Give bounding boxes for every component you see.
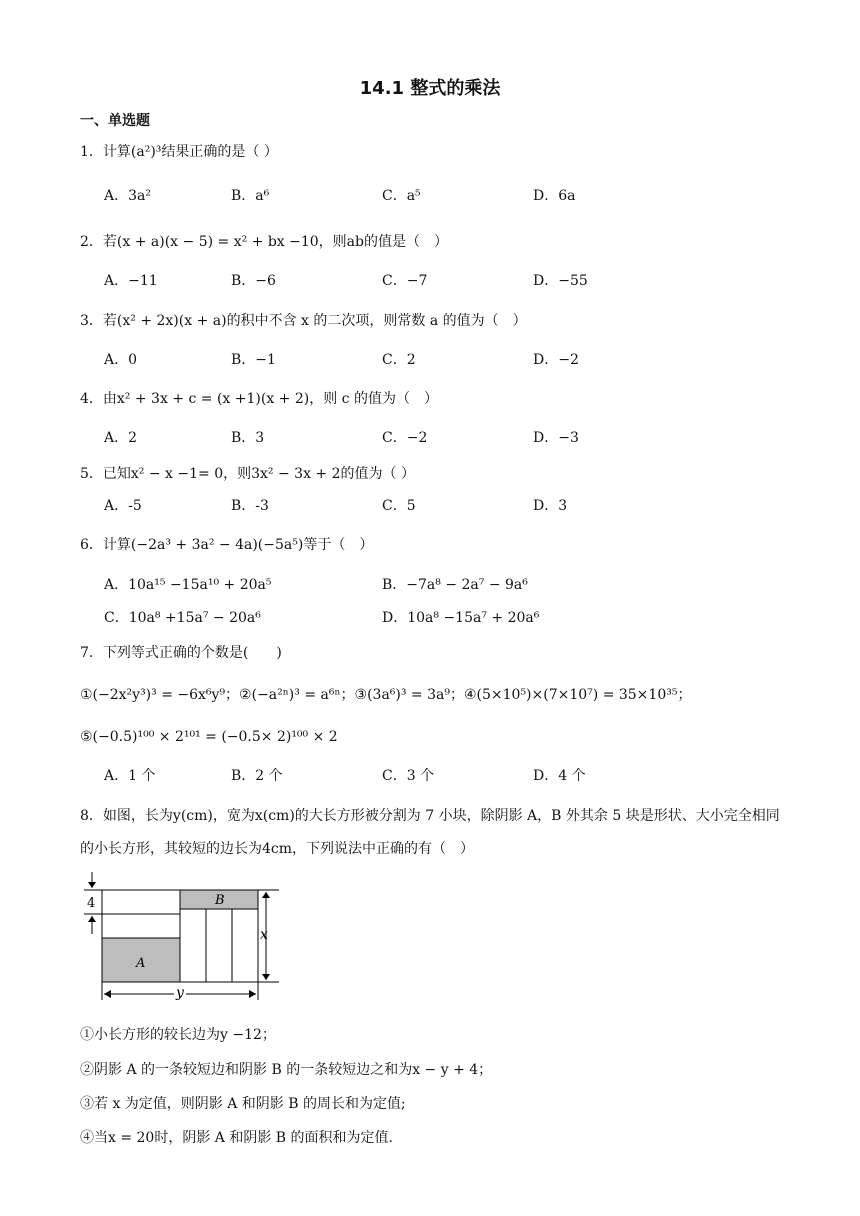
q4-option-d: D．−3	[533, 430, 579, 446]
section-heading: 一、单选题	[80, 113, 150, 129]
q3-option-a: A．0	[104, 352, 138, 368]
q1-option-a: A．3a²	[104, 188, 151, 204]
question-4-stem: 4．由x² + 3x + c = (x +1)(x + 2)，则 c 的值为（ ）	[80, 391, 438, 407]
q6-option-a: A．10a¹⁵ −15a¹⁰ + 20a⁵	[104, 577, 272, 593]
figure-label-4: 4	[87, 896, 96, 911]
question-7-stem: 7．下列等式正确的个数是( )	[80, 645, 282, 661]
q4-option-b: B．3	[231, 430, 265, 446]
q2-option-d: D．−55	[533, 273, 588, 289]
question-3-stem: 3．若(x² + 2x)(x + a)的积中不含 x 的二次项，则常数 a 的值为（ ）	[80, 313, 527, 329]
q4-option-a: A．2	[104, 430, 138, 446]
q7-option-d: D．4 个	[533, 768, 586, 784]
q3-option-d: D．−2	[533, 352, 579, 368]
q8-statement-2: ②阴影 A 的一条较短边和阴影 B 的一条较短边之和为x − y + 4；	[80, 1062, 493, 1078]
q7-option-b: B．2 个	[231, 768, 283, 784]
q5-option-d: D．3	[533, 498, 568, 514]
question-2-stem: 2．若(x + a)(x − 5) = x² + bx −10，则ab的值是（ ）	[80, 234, 448, 250]
figure-label-b: B	[215, 893, 225, 908]
q2-option-a: A．−11	[104, 273, 158, 289]
q1-option-d: D．6a	[533, 188, 576, 204]
rectangle-partition-figure	[84, 866, 294, 1008]
question-7-equations-line2: ⑤(−0.5)¹⁰⁰ × 2¹⁰¹ = (−0.5× 2)¹⁰⁰ × 2	[80, 729, 338, 745]
question-7-equations-line1: ①(−2x²y³)³ = −6x⁶y⁹；②(−a²ⁿ)³ = a⁶ⁿ；③(3a⁶)³ = 3a⁹；④(5×10⁵)×(7×10⁷) = 35×10³⁵；	[80, 687, 692, 703]
question-5-stem: 5．已知x² − x −1= 0，则3x² − 3x + 2的值为（ ）	[80, 466, 415, 482]
q5-option-c: C．5	[382, 498, 416, 514]
question-6-stem: 6．计算(−2a³ + 3a² − 4a)(−5a⁵)等于（ ）	[80, 537, 374, 553]
question-1-stem: 1．计算(a²)³结果正确的是（ ）	[80, 144, 278, 160]
q6-option-c: C．10a⁸ +15a⁷ − 20a⁶	[104, 610, 261, 626]
figure-label-x: x	[260, 927, 268, 943]
q7-option-c: C．3 个	[382, 768, 435, 784]
q6-option-d: D．10a⁸ −15a⁷ + 20a⁶	[382, 610, 540, 626]
q8-statement-3: ③若 x 为定值，则阴影 A 和阴影 B 的周长和为定值;	[80, 1096, 406, 1112]
q7-option-a: A．1 个	[104, 768, 156, 784]
q1-option-c: C．a⁵	[382, 188, 421, 204]
question-8-stem: 8．如图，长为y(cm)，宽为x(cm)的大长方形被分割为 7 小块，除阴影 A，B 外其余 5 块是形状、大小完全相同的小长方形，其较短的边长为4cm，下列说法中正确的有（ ）	[80, 808, 780, 857]
figure-label-a: A	[136, 956, 146, 971]
q8-statement-1: ①小长方形的较长边为y −12；	[80, 1027, 276, 1043]
q5-option-a: A．-5	[104, 498, 142, 514]
q4-option-c: C．−2	[382, 430, 428, 446]
figure-label-y: y	[176, 985, 184, 1001]
page-title: 14.1 整式的乘法	[359, 78, 501, 99]
q3-option-c: C．2	[382, 352, 416, 368]
q6-option-b: B．−7a⁸ − 2a⁷ − 9a⁶	[382, 577, 528, 593]
q3-option-b: B．−1	[231, 352, 276, 368]
q2-option-c: C．−7	[382, 273, 428, 289]
q5-option-b: B．-3	[231, 498, 269, 514]
q1-option-b: B．a⁶	[231, 188, 270, 204]
q2-option-b: B．−6	[231, 273, 276, 289]
q8-statement-4: ④当x = 20时，阴影 A 和阴影 B 的面积和为定值.	[80, 1130, 393, 1146]
